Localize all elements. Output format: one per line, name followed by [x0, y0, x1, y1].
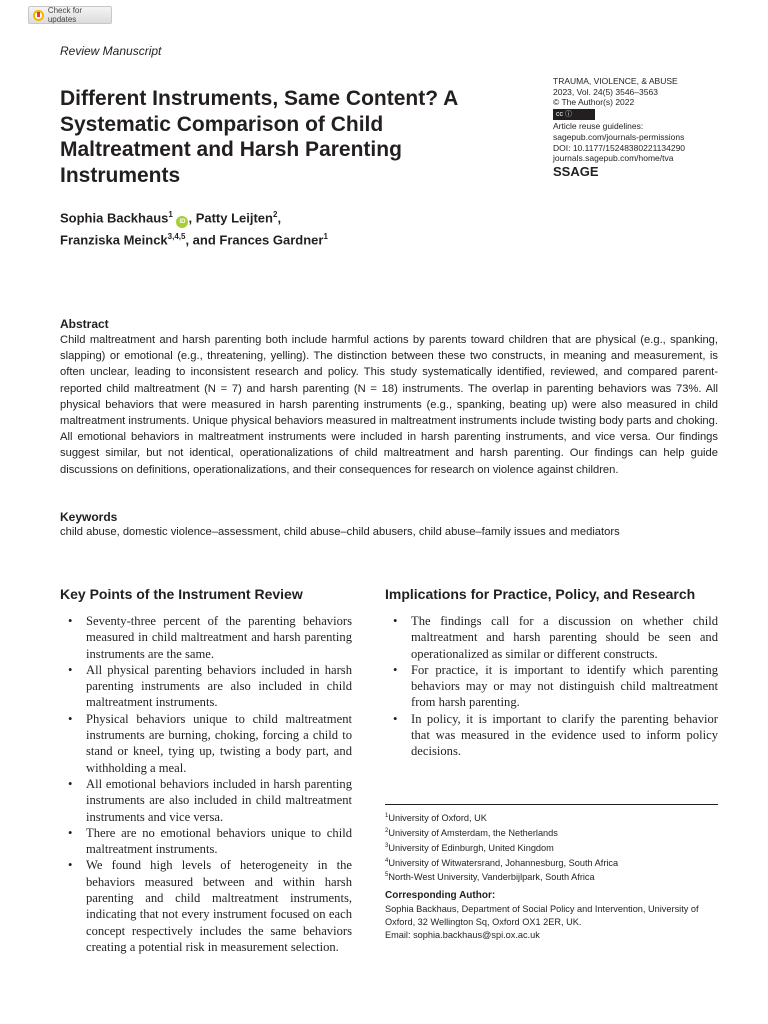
author-affiliation-mark: 3,4,5: [167, 232, 186, 242]
affiliation: $^1$University of Oxford, UK: [385, 813, 487, 824]
abstract: [60, 317, 718, 478]
keywords: [60, 510, 718, 540]
permissions-link[interactable]: sagepub.com/journals-permissions: [553, 131, 685, 142]
list-item: • Seventy-three percent of the parenting behaviors measured in child maltreatment and harsh parenting instruments are the same.: [60, 613, 352, 662]
list-item: • All physical parenting behaviors included in harsh parenting instruments are also included in child maltreatment instruments.: [60, 662, 352, 711]
separator: ,: [277, 210, 282, 226]
key-points: [60, 585, 352, 955]
separator: , and: [185, 232, 220, 248]
journal-volume: 2023, Vol. 24(5) 3546–3563: [553, 86, 658, 97]
list-item: • In policy, it is important to clarify the parenting behavior that was measured in the evidence used to inform policy decisions.: [385, 711, 718, 760]
author-name[interactable]: Patty Leijten: [195, 210, 273, 226]
affiliation: $^3$University of Edinburgh, United Kingdom: [385, 842, 554, 853]
journal-info: [553, 76, 728, 178]
affiliation: $^4$University of Witwatersrand, Johannesburg, South Africa: [385, 857, 619, 868]
orcid-icon[interactable]: iD: [176, 216, 188, 228]
list-item: • There are no emotional behaviors unique to child maltreatment instruments.: [60, 825, 352, 858]
list-item: • Physical behaviors unique to child maltreatment instruments are burning, choking, forcing a child to stand or kneel, tying up, twisting a body part, and withholding a meal.: [60, 711, 352, 776]
author-name[interactable]: Franziska Meinck: [60, 232, 168, 248]
author-affiliation-mark: 2: [272, 210, 278, 219]
affiliation: $^5$North-West University, Vanderbijlpark, South Africa: [385, 872, 595, 883]
article-title: Different Instruments, Same Content? A Systematic Comparison of Child Maltreatment and Harsh Parenting Instruments: [60, 87, 458, 187]
reuse-guidelines: Article reuse guidelines:: [553, 121, 644, 132]
sage-logo: SSAGE: [553, 163, 599, 179]
list-item: • The findings call for a discussion on whether child maltreatment and harsh parenting should be seen and operationalized as similar or different constructs.: [385, 613, 718, 662]
corresponding-heading: Corresponding Author:: [385, 890, 496, 902]
crossmark-icon: [33, 10, 44, 21]
affiliation: $^2$University of Amsterdam, the Netherlands: [385, 827, 558, 838]
doi-link[interactable]: DOI: 10.1177/15248380221134290: [553, 142, 686, 153]
journal-homepage-link[interactable]: journals.sagepub.com/home/tva: [553, 153, 674, 164]
author-affiliation-mark: 1: [323, 232, 328, 242]
corresponding-email[interactable]: Email: sophia.backhaus@spi.ox.ac.uk: [385, 929, 540, 940]
list-item: • We found high levels of heterogeneity in the behaviors measured between and within harsh parenting and child maltreatment instruments, indicating that not every instrument focused on each concept respectively includes the same behaviors creating a potential risk in measurement selection.: [60, 857, 352, 955]
check-for-updates-button[interactable]: [28, 6, 112, 24]
key-points-heading: Key Points of the Instrument Review: [60, 586, 303, 602]
separator: ,: [188, 210, 196, 226]
copyright: © The Author(s) 2022: [553, 97, 635, 108]
corresponding-address: Sophia Backhaus, Department of Social Policy and Intervention, University of Oxford, 32 Wellington Sq, Oxford OX1 2ER, UK.: [385, 904, 699, 927]
abstract-body: Child maltreatment and harsh parenting both include harmful actions by parents toward children that are physical (e.g., spanking, slapping) or emotional (e.g., threatening, yelling). The distinction between these two constructs, in meaning and measurement, is often unclear, leading to inconsistent research and policy. This study systematically identified, reviewed, and compared parent-reported child maltreatment (N = 7) and harsh parenting (N = 18) instruments. The overlap in parenting behaviors was 73%. All physical behaviors that were measured in harsh parenting instruments (e.g., spanking, beating up) were also measured in child maltreatment instruments. Unique physical behaviors measured in maltreatment instruments include twisting body parts and choking. All emotional behaviors in maltreatment instruments were included in harsh parenting instruments, and vice versa. Our findings suggest similar, but not identical, operationalizations of child maltreatment and harsh parenting. Our findings can help guide discussions on definitions, operationalizations, and their consequences for research on violence against children.: [60, 334, 718, 476]
author-affiliation-mark: 1: [168, 210, 173, 219]
footnote-divider: [385, 804, 718, 805]
implications-heading: Implications for Practice, Policy, and Research: [385, 586, 696, 602]
keywords-body: child abuse, domestic violence–assessment, child abuse–child abusers, child abuse–family issues and mediators: [60, 526, 620, 538]
abstract-heading: Abstract: [60, 317, 109, 331]
footnotes: [385, 810, 720, 941]
author-name[interactable]: Frances Gardner: [219, 232, 324, 248]
implications: [385, 585, 718, 760]
keywords-heading: Keywords: [60, 510, 118, 524]
journal-name: TRAUMA, VIOLENCE, & ABUSE: [553, 76, 678, 86]
list-item: • All emotional behaviors included in harsh parenting instruments are also included in child maltreatment instruments and vice versa.: [60, 776, 352, 825]
article-type: Review Manuscript: [60, 44, 162, 58]
author-list: [60, 206, 328, 249]
author-name[interactable]: Sophia Backhaus: [60, 210, 169, 226]
check-for-updates-label: Check for updates: [47, 6, 83, 24]
list-item: • For practice, it is important to identify which parenting behaviors may or may not distinguish child maltreatment from harsh parenting.: [385, 662, 718, 711]
cc-by-icon[interactable]: cc ⓘ: [553, 109, 595, 120]
